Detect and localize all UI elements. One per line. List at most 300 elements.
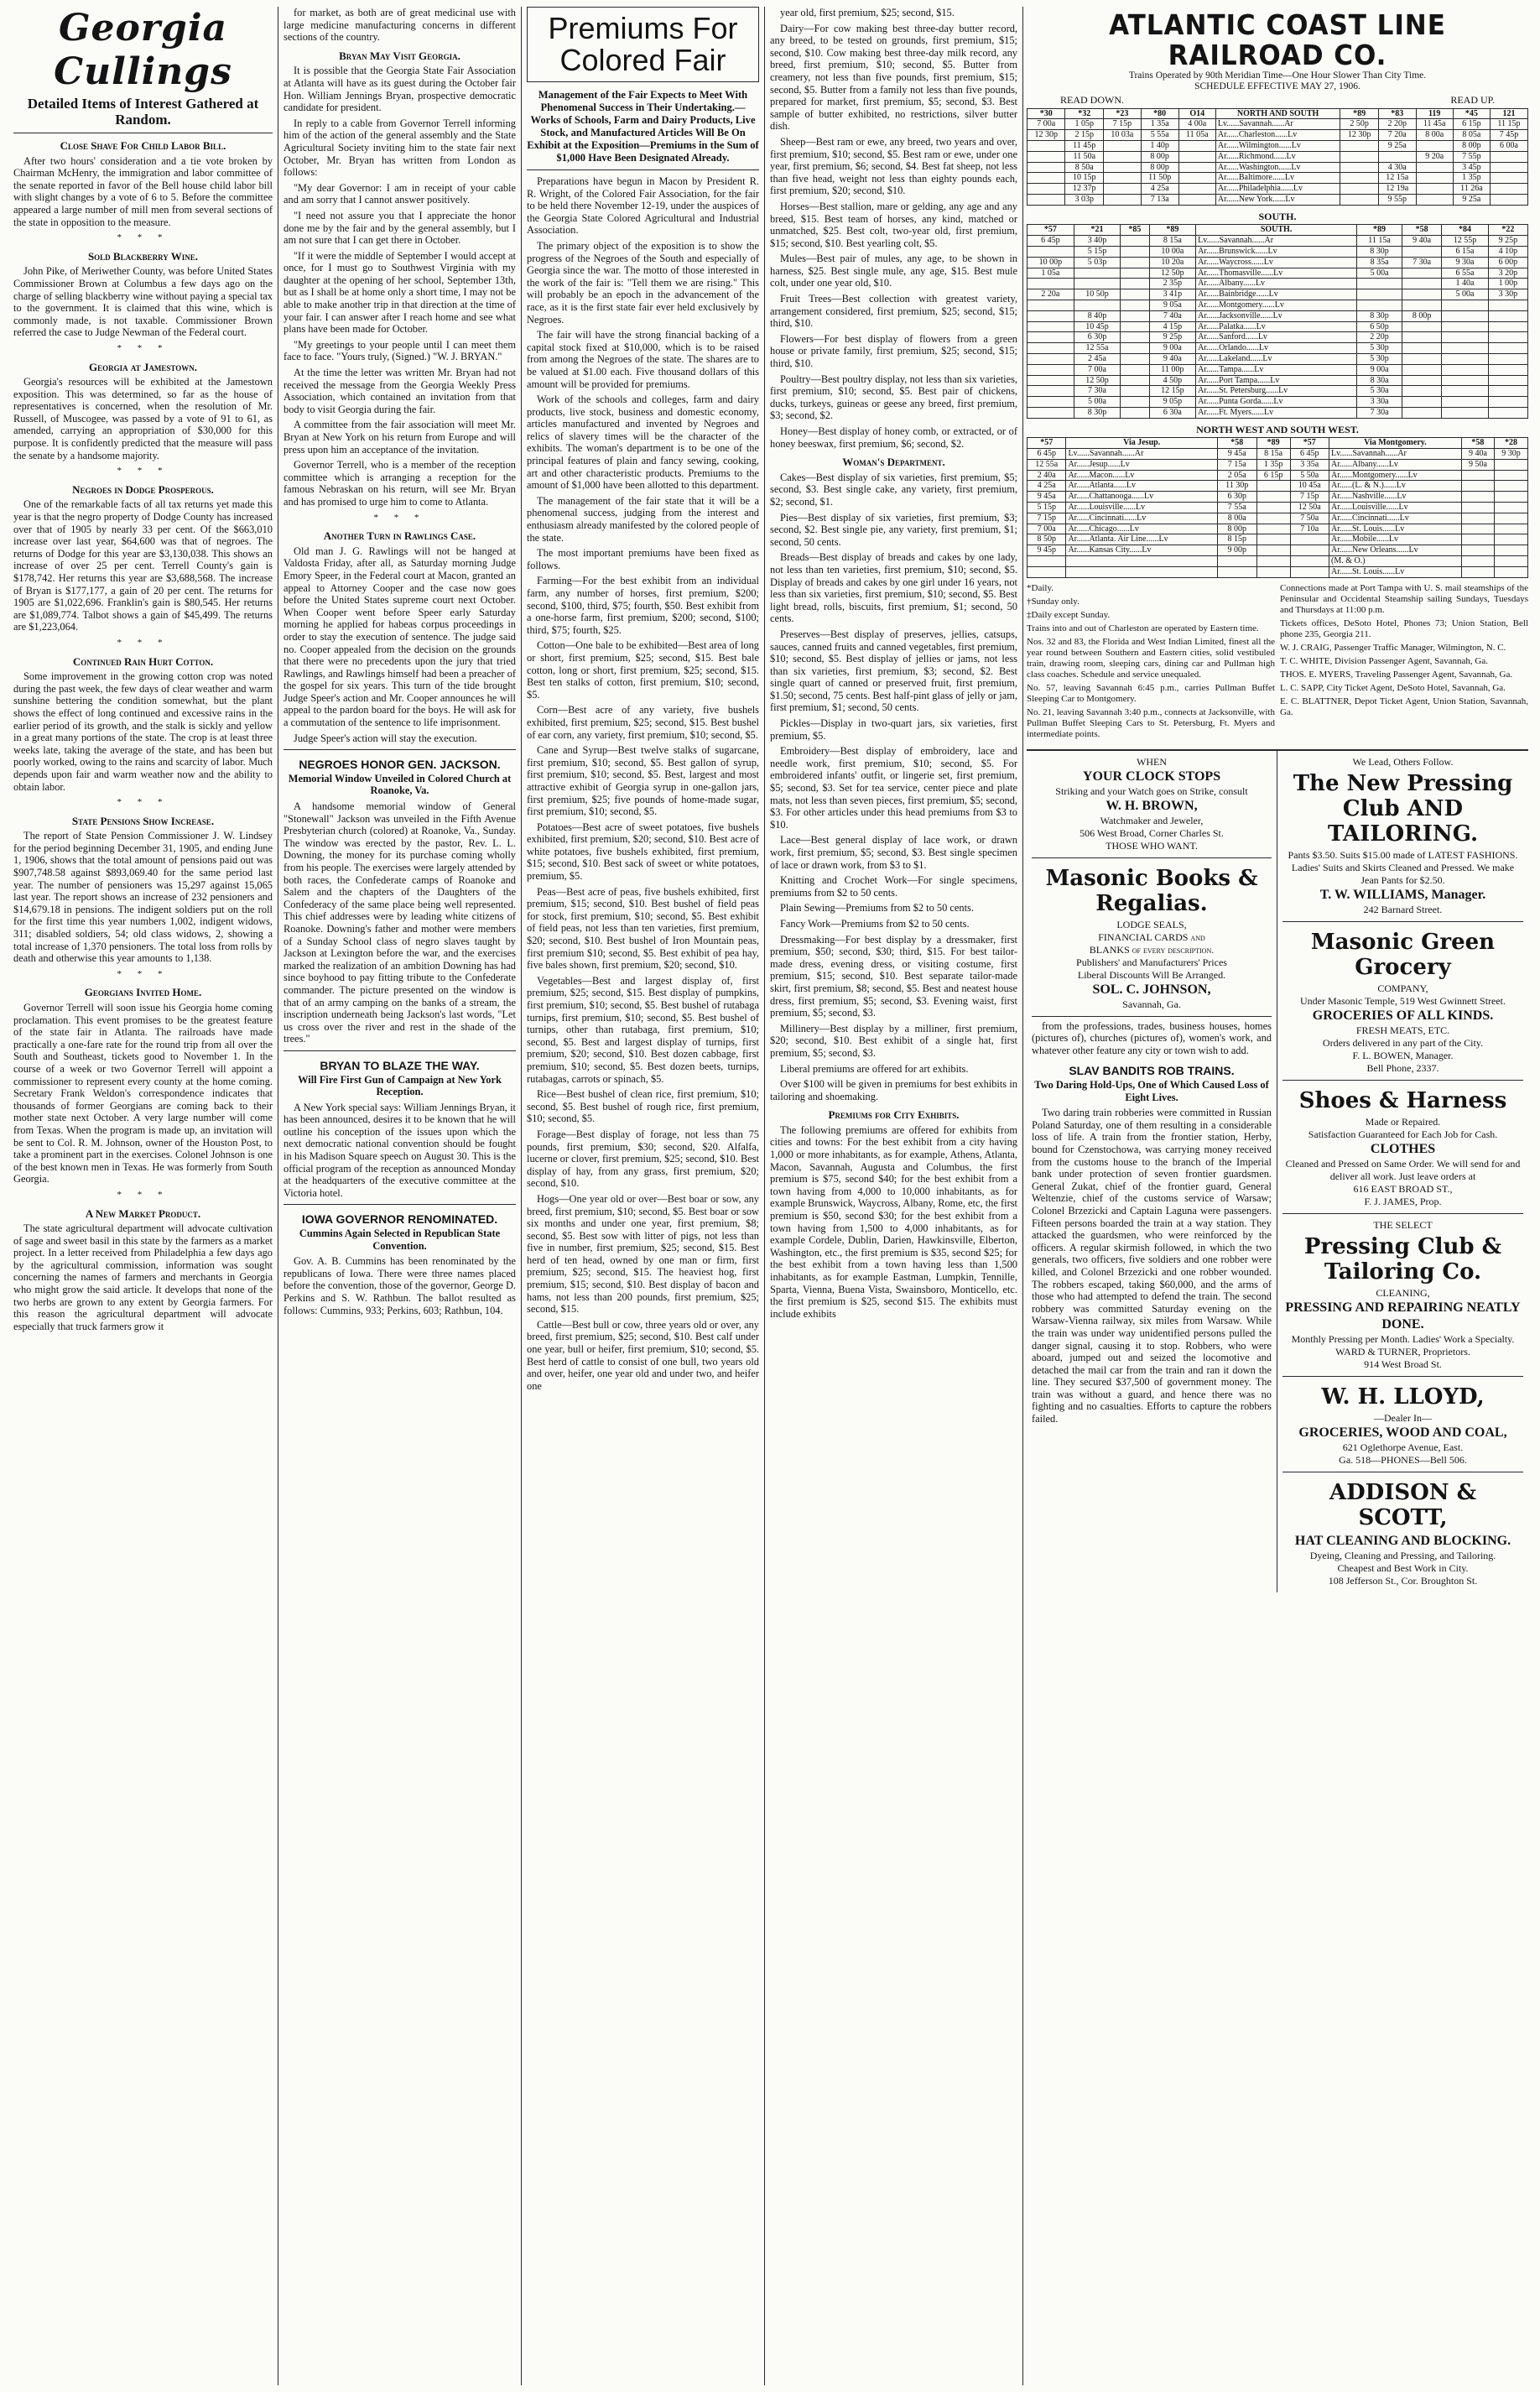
read-up-label: READ UP.	[1450, 94, 1495, 106]
timetable-cell: 2 35p	[1149, 279, 1196, 289]
paragraph: Flowers—For best display of flowers from a green house or private family, first premium, $25; second, $15; third, $10.	[770, 332, 1017, 370]
addison-title: ADDISON & SCOTT,	[1329, 1479, 1477, 1530]
timetable-cell	[1495, 513, 1528, 524]
masonic-blanks: BLANKS of every description.	[1089, 943, 1215, 956]
timetable-cell: Ar......Albany......Lv	[1196, 279, 1357, 289]
timetable-cell	[1488, 364, 1527, 375]
timetable-cell	[1402, 300, 1442, 310]
timetable-cell: 1 35p	[1453, 173, 1490, 184]
timetable-header-cell: *57	[1028, 225, 1074, 236]
timetable-northwest	[1027, 437, 1528, 577]
timetable-header-cell: *85	[1121, 225, 1149, 236]
timetable-header-cell: Via Jesup.	[1066, 438, 1217, 449]
timetable-row	[1028, 353, 1528, 364]
addison-dyeing: Dyeing, Cleaning and Pressing, and Tailoring.	[1309, 1549, 1496, 1561]
timetable-header-cell: *22	[1488, 225, 1527, 236]
timetable-cell: 6 00p	[1488, 257, 1527, 268]
timetable-south	[1027, 224, 1528, 418]
timetable-cell: 12 19a	[1378, 184, 1416, 195]
timetable-cell	[1357, 279, 1402, 289]
paragraph: A committee from the fair association will meet Mr. Bryan at New York on his return from Europe and will press upon him an acceptance of the invitation.	[284, 419, 516, 456]
timetable-cell: Ar......Lakeland......Lv	[1196, 353, 1357, 364]
timetable-cell: 6 55a	[1442, 268, 1489, 279]
timetable-cell: Ar......Philadelphia......Lv	[1215, 184, 1340, 195]
masonic-discounts: Liberal Discounts Will Be Arranged.	[1077, 968, 1226, 981]
timetable-cell: 5 00a	[1442, 289, 1489, 300]
paragraph: Plain Sewing—Premiums from $2 to 50 cents.	[780, 902, 974, 915]
timetable-cell	[1402, 289, 1442, 300]
timetable-cell	[1442, 343, 1489, 354]
timetable-cell: Ar......Atlanta......Lv	[1066, 481, 1217, 492]
clock-ad-name: W. H. BROWN,	[1106, 798, 1198, 813]
timetable-cell: 11 15a	[1357, 236, 1402, 247]
select-title: Pressing Club & Tailoring Co.	[1303, 1233, 1502, 1285]
timetable-cell: Lv......Savannah......Ar	[1196, 236, 1357, 247]
timetable-cell: 7 00a	[1028, 524, 1066, 534]
timetable-cell: 7 15p	[1028, 513, 1066, 524]
section-text: John Pike, of Meriwether County, was before United States Commissioner Brown at Columbus a few days ago on the charge of selling blackberry wine without paying a special tax to the government. It is claimed that this wine, which is commonly made, is not taxable. Commissioner Brown referred the case to Judge Newman of the Federal court.	[13, 265, 273, 339]
timetable-row	[1028, 481, 1528, 492]
timetable-cell: 7 30a	[1074, 386, 1121, 397]
advertisements	[1027, 749, 1528, 1592]
timetable-cell	[1340, 162, 1378, 173]
addison-ad	[1282, 1472, 1523, 1592]
shoes-line: Satisfaction Guaranteed for Each Job for Cash.	[1308, 1128, 1498, 1140]
timetable-cell: 3 45p	[1453, 162, 1490, 173]
clothes-line: Cleaned and Pressed on Same Order. We will send for and deliver all work. Just leave orders at	[1285, 1157, 1521, 1182]
timetable-cell	[1495, 459, 1528, 470]
paragraph: "If it were the middle of September I would accept at once, for I must go to Southwest Virginia with my daughter at the opening of her school, September 13th, but as I shall be at home only a short time, I may not be able to make another trip in that direction at the time of your fair. I can answer after I reach home and see what plans have been made for October.	[284, 249, 516, 336]
pressing-club-lead: We Lead, Others Follow.	[1352, 755, 1454, 768]
timetable-cell	[1121, 279, 1149, 289]
timetable-cell: 8 50a	[1065, 162, 1103, 173]
timetable-north-south	[1027, 108, 1528, 206]
timetable-cell: 8 30p	[1357, 310, 1402, 321]
timetable-header-cell: *45	[1453, 108, 1490, 119]
paragraph: The primary object of the exposition is to show the progress of the Negroes of the South and especially of Georgia since the war. The motto of those interested in the work of the fair is: "Tell them we are rising." This will probably be an epoch in the advancement of the race, as it is the first state fair ever held exclusively by Negroes.	[527, 239, 759, 326]
timetable-cell	[1028, 246, 1074, 257]
timetable-cell: Ar......Orlando......Lv	[1196, 343, 1357, 354]
timetable-cell	[1495, 545, 1528, 556]
city-exhibits-heading: Premiums for City Exhibits.	[828, 1108, 960, 1122]
iowa-text: Gov. A. B. Cummins has been renominated by the republicans of Iowa. There were three names placed before the convention, those of the governor, George D. Perkins and S. W. Rathbun. The ballot resulted as follows: Cummins, 933; Perkins, 603; Rathbun, 104.	[284, 1255, 516, 1316]
timetable-row	[1028, 386, 1528, 397]
timetable-cell	[1357, 289, 1402, 300]
timetable-cell: 7 15p	[1290, 492, 1329, 503]
timetable-cell: 6 30a	[1149, 407, 1196, 418]
timetable-cell: 6 45p	[1028, 449, 1066, 460]
timetable-cell	[1495, 556, 1528, 567]
timetable-cell: 10 50p	[1074, 289, 1121, 300]
timetable-header-cell: *58	[1217, 438, 1256, 449]
timetable-cell	[1402, 343, 1442, 354]
masonic-publishers: Publishers' and Manufacturers' Prices	[1076, 956, 1227, 968]
timetable-cell	[1028, 151, 1065, 162]
timetable-cell: 7 40a	[1149, 310, 1196, 321]
timetable-cell: Ar......St. Petersburg......Lv	[1196, 386, 1357, 397]
timetable-cell: 8 40p	[1074, 310, 1121, 321]
paragraph: Breads—Best display of breads and cakes by one lady, not less than ten varieties, first premium, $10; second, $5. Display of breads and cakes by one girl under 16 years, not less than six varieties, first premium, $10; second, $5. Best light bread, rolls, biscuits, first premium, $1; second, 50 cents.	[770, 551, 1017, 625]
timetable-cell: 2 05a	[1217, 470, 1256, 481]
timetable-row	[1028, 492, 1528, 503]
timetable-header-cell: *32	[1065, 108, 1103, 119]
timetable-cell: 10 00a	[1149, 246, 1196, 257]
timetable-cell	[1121, 246, 1149, 257]
grocery-address: Under Masonic Temple, 519 West Gwinnett Street.	[1299, 994, 1506, 1007]
timetable-row	[1028, 300, 1528, 310]
bandits-heading: SLAV BANDITS ROB TRAINS.	[1069, 1064, 1235, 1078]
paragraph: In reply to a cable from Governor Terrell informing him of the action of the general assembly and the State Agricultural Society inviting him to the state fair next October, Mr. Bryan has written from London as follows:	[284, 117, 516, 179]
timetable-cell: 12 50p	[1149, 268, 1196, 279]
timetable-cell	[1103, 162, 1141, 173]
timetable-cell: 3 30p	[1488, 289, 1527, 300]
shoes-sub: Made or Repaired.	[1365, 1115, 1441, 1128]
timetable-cell: 8 15p	[1217, 534, 1256, 545]
paragraph: †Sunday only.	[1027, 596, 1080, 607]
paragraph: Honey—Best display of honey comb, or extracted, or of honey beeswax, first premium, $6; second, $2.	[770, 425, 1017, 450]
paragraph: Nos. 32 and 83, the Florida and West Indian Limited, finest all the year round between Southern and Eastern cities, solid vestibuled train, drawing room, sleeping cars, dining car and Pullman high class coaches. Schedule and service unequaled.	[1027, 636, 1275, 680]
section-text: The state agricultural department will advocate cultivation of sage and sweet basil in this state by the farmers as a market project. In a letter received from Philadelphia a few days ago by the agricultural commission, information was sought concerning the names of farmers and merchants in Georgia who might grow the said article. It develops that none of the two herbs are grown to any extent by Georgia farmers. For this reason the agricultural department will advocate especially that truck farmers grow it	[13, 1222, 273, 1332]
timetable-cell: 9 25p	[1488, 236, 1527, 247]
timetable-cell: 9 40a	[1402, 236, 1442, 247]
paragraph: E. C. BLATTNER, Depot Ticket Agent, Union Station, Savannah, Ga.	[1280, 696, 1528, 717]
paragraph: Corn—Best acre of any variety, five bushels exhibited, first premium, $25; second, $15. Best bushel of ear corn, any variety, first premium, $10; second, $5.	[527, 704, 759, 741]
timetable-cell	[1461, 534, 1494, 545]
timetable-header-cell: 119	[1416, 108, 1453, 119]
timetable-cell	[1442, 332, 1489, 343]
timetable-cell: 8 50p	[1028, 534, 1066, 545]
timetable-cell: 1 05a	[1028, 268, 1074, 279]
paragraph: *Daily.	[1027, 582, 1054, 593]
section-heading: State Pensions Show Increase.	[71, 814, 215, 827]
addison-hat: HAT CLEANING AND BLOCKING.	[1294, 1533, 1511, 1548]
timetable-cell	[1488, 321, 1527, 332]
railroad-title: ATLANTIC COAST LINE RAILROAD CO.	[1109, 8, 1446, 71]
timetable-cell: 1 40p	[1141, 140, 1178, 151]
timetable-cell	[1217, 556, 1256, 567]
pressing-club-prices: Pants $3.50. Suits $15.00 made of LATEST FASHIONS.	[1288, 848, 1518, 861]
timetable-cell: 3 20p	[1488, 268, 1527, 279]
timetable-header-cell: *58	[1461, 438, 1494, 449]
clock-ad-role: Watchmaker and Jeweler,	[1100, 814, 1204, 826]
timetable-row	[1028, 130, 1528, 141]
timetable-cell: Ar......(L. & N.)......Lv	[1329, 481, 1462, 492]
masonic-johnson-city: Savannah, Ga.	[1122, 998, 1181, 1010]
georgia-cullings-masthead: Georgia Cullings	[54, 7, 232, 93]
select-proprietors: WARD & TURNER, Proprietors.	[1335, 1345, 1470, 1358]
timetable-cell: Ar......Chicago......Lv	[1066, 524, 1217, 534]
timetable-row	[1028, 173, 1528, 184]
paragraph: Cattle—Best bull or cow, three years old or over, any breed, first premium, $25; second, $10. Best calf under one year, bull or heifer, first premium, $10; second, $5. Best herd of cattle to consist of one bull, two years old and over, heifer, one year old and under two, and heifer one	[527, 1318, 759, 1392]
timetable-row	[1028, 289, 1528, 300]
timetable-cell	[1442, 353, 1489, 364]
timetable-header-cell: *57	[1290, 438, 1329, 449]
timetable-cell	[1028, 184, 1065, 195]
cullings-sections	[13, 140, 273, 1332]
timetable-cell: Ar......Louisville......Lv	[1066, 503, 1217, 513]
timetable-cell: 2 20a	[1028, 289, 1074, 300]
timetable-cell: 9 40a	[1461, 449, 1494, 460]
column-premiums	[522, 7, 765, 2385]
timetable-cell	[1121, 310, 1149, 321]
timetable-cell: 10 20a	[1149, 257, 1196, 268]
timetable-cell: Ar......Richmond......Lv	[1215, 151, 1340, 162]
timetable-cell	[1488, 397, 1527, 408]
timetable-cell: 9 45a	[1028, 492, 1066, 503]
paragraph: Potatoes—Best acre of sweet potatoes, five bushels exhibited, first premium, $20; second, $10. Best acre of white potatoes, five bushels exhibited, first premium, $15; second, $10. Best sack of sweet or white potatoes, premium, $5.	[527, 821, 759, 883]
timetable-cell: Ar......Cincinnati......Lv	[1066, 513, 1217, 524]
timetable-cell	[1488, 353, 1527, 364]
paragraph: Liberal premiums are offered for art exhibits.	[780, 1062, 969, 1075]
paragraph: Knitting and Crochet Work—For single specimens, premiums from $2 to 50 cents.	[770, 874, 1017, 899]
section-heading: Sold Blackberry Wine.	[87, 249, 199, 263]
timetable-cell	[1416, 173, 1453, 184]
section-divider: * * *	[117, 232, 169, 243]
timetable-cell: Ar......Macon......Lv	[1066, 470, 1217, 481]
iowa-heading: IOWA GOVERNOR RENOMINATED.	[301, 1212, 498, 1227]
timetable-cell	[1028, 162, 1065, 173]
timetable-cell: 9 05a	[1149, 300, 1196, 310]
timetable-cell: 3 41p	[1149, 289, 1196, 300]
addison-address: 108 Jefferson St., Cor. Broughton St.	[1328, 1574, 1478, 1587]
timetable-cell: Ar......Port Tampa......Lv	[1196, 375, 1357, 386]
timetable-cell: 4 10p	[1488, 246, 1527, 257]
georgia-cullings-kicker: Detailed Items of Interest Gathered at Random.	[27, 96, 259, 128]
timetable-cell	[1178, 162, 1215, 173]
timetable-cell: 8 00a	[1217, 513, 1256, 524]
timetable-cell	[1121, 386, 1149, 397]
paragraph: Peas—Best acre of peas, five bushels exhibited, first premium, $15; second, $10. Best bushel of field peas for stock, first premium, $10; second, $5. Best exhibit of field peas, not less than ten varieties, first premium, $20; second, $10. Best bushel of Iron Mountain peas, first premium $10; second, $5. Best exhibit of pea hay, five bales shown, first premium, $20; second, $10.	[527, 885, 759, 972]
timetable-northwest-heading: NORTH WEST AND SOUTH WEST.	[1196, 423, 1359, 435]
timetable-cell: 6 45p	[1290, 449, 1329, 460]
timetable-row	[1028, 246, 1528, 257]
timetable-cell: 5 55a	[1141, 130, 1178, 141]
paragraph: Rice—Best bushel of clean rice, first premium, $10; second, $5. Best bushel of rough rice, first premium, $10; second, $5.	[527, 1088, 759, 1125]
timetable-header-cell: *89	[1357, 225, 1402, 236]
premiums-deck: Management of the Fair Expects to Meet With Phenomenal Success in Their Undertaking.—Works of Schools, Farm and Dairy Products, Live Stock, and Manufactured Articles Will Be On Exhibit at the Exposition—Premiums in the Sum of $1,000 Have Been Designated Already.	[527, 89, 759, 164]
timetable-row	[1028, 184, 1528, 195]
timetable-cell: 1 35a	[1141, 119, 1178, 130]
timetable-cell: 6 00a	[1490, 140, 1527, 151]
timetable-cell	[1290, 556, 1329, 567]
woman-department-heading: Woman's Department.	[842, 456, 945, 469]
lloyd-address: 621 Oglethorpe Avenue, East.	[1342, 1441, 1464, 1453]
paragraph: The most important premiums have been fixed as follows.	[527, 547, 759, 571]
timetable-cell: 8 00p	[1141, 162, 1178, 173]
timetable-cell	[1178, 194, 1215, 205]
timetable-cell: 12 55a	[1074, 343, 1121, 354]
timetable-cell	[1442, 386, 1489, 397]
timetable-row	[1028, 332, 1528, 343]
timetable-cell	[1256, 545, 1290, 556]
timetable-cell	[1488, 332, 1527, 343]
timetable-cell	[1178, 140, 1215, 151]
clock-ad-title: YOUR CLOCK STOPS	[1082, 769, 1221, 784]
paragraph: Embroidery—Best display of embroidery, lace and needle work, first premium, $10; second, $5. For embroidered infants' outfit, or lingerie set, first premium, $5; second, $3. Set for tea service, center piece and plate mats, not less than seven pieces, first premium, $5; second, $3. For other articles under this head premiums from $3 to $10.	[770, 745, 1017, 831]
premiums-headline: Premiums For Colored Fair	[548, 11, 738, 77]
timetable-cell	[1290, 534, 1329, 545]
timetable-cell	[1461, 470, 1494, 481]
timetable-cell: 9 00p	[1217, 545, 1256, 556]
timetable-cell: Ar......Sanford......Lv	[1196, 332, 1357, 343]
pressing-club-ad	[1282, 751, 1523, 922]
timetable-cell	[1416, 140, 1453, 151]
timetable-cell	[1028, 566, 1066, 577]
timetable-cell	[1103, 173, 1141, 184]
timetable-cell: 4 50p	[1149, 375, 1196, 386]
section-heading: Georgia at Jamestown.	[88, 360, 198, 373]
clock-ad-tag: THOSE WHO WANT.	[1106, 839, 1198, 852]
timetable-cell: 6 30p	[1074, 332, 1121, 343]
timetable-cell: 12 50a	[1290, 503, 1329, 513]
timetable-cell	[1028, 300, 1074, 310]
timetable-cell	[1103, 184, 1141, 195]
paragraph: Sheep—Best ram or ewe, any breed, two years and over, first premium, $10; second, $5. Best ram or ewe, under one year, first premium, $6; second, $4. Best fat sheep, not less than five head, weight not less than eighty pounds each, first premium, $20; second, $10.	[770, 135, 1017, 197]
grocery-meats: FRESH MEATS, ETC.	[1355, 1024, 1450, 1036]
timetable-row	[1028, 397, 1528, 408]
timetable-cell: Ar......Baltimore......Lv	[1215, 173, 1340, 184]
timetable-cell: 4 25a	[1141, 184, 1178, 195]
paragraph: Horses—Best stallion, mare or gelding, any age and any breed, $15. Best team of horses, any kind, matched or unmatched, $25. Best colt, two-year old, first premium, $15; second, $10. Best yearling colt, $5.	[770, 200, 1017, 249]
paragraph: Tickets offices, DeSoto Hotel, Phones 73; Union Station, Bell phone 235, Georgia 211.	[1280, 618, 1528, 639]
rawlings-text	[284, 545, 516, 745]
premiums-text	[527, 175, 759, 1392]
paragraph: "My greetings to your people until I can meet them face to face. "Yours truly, (Signed.) "W. J. BRYAN."	[284, 338, 516, 363]
timetable-cell	[1442, 397, 1489, 408]
timetable-row	[1028, 459, 1528, 470]
timetable-cell: 6 50p	[1357, 321, 1402, 332]
timetable-cell: 9 20a	[1416, 151, 1453, 162]
timetable-cell: Ar......Charleston......Lv	[1215, 130, 1340, 141]
timetable-cell	[1402, 407, 1442, 418]
paragraph: Pies—Best display of six varieties, first premium, $3; second, $2. Best single pie, any variety, first premium, $1; second, 50 cents.	[770, 511, 1017, 548]
timetable-row	[1028, 364, 1528, 375]
section-heading: A New Market Product.	[85, 1206, 201, 1220]
timetable-cell: 11 15p	[1490, 119, 1527, 130]
timetable-cell: 1 35p	[1256, 459, 1290, 470]
timetable-cell: 9 30p	[1495, 449, 1528, 460]
timetable-cell	[1121, 289, 1149, 300]
timetable-cell	[1416, 162, 1453, 173]
timetable-row	[1028, 268, 1528, 279]
grocery-ad	[1282, 922, 1523, 1081]
paragraph: THOS. E. MYERS, Traveling Passenger Agent, Savannah, Ga.	[1280, 669, 1513, 680]
timetable-cell: 9 25a	[1378, 140, 1416, 151]
timetable-cell	[1340, 194, 1378, 205]
iowa-subheading: Cummins Again Selected in Republican State Convention.	[299, 1227, 501, 1252]
jackson-heading: NEGROES HONOR GEN. JACKSON.	[299, 758, 501, 772]
timetable-cell	[1340, 173, 1378, 184]
timetable-cell	[1402, 375, 1442, 386]
timetable-cell	[1217, 566, 1256, 577]
paragraph: Cane and Syrup—Best twelve stalks of sugarcane, first premium, $10; second, $5. Best gallon of syrup, first premium, $10; second, $5. Best, largest and most attractive exhibit of Georgia syrup in one-gallon jars, first premium, $25; five pounds of home-made sugar, first premium, $10; second, $5.	[527, 744, 759, 818]
timetable-cell	[1066, 556, 1217, 567]
paragraph: W. J. CRAIG, Passenger Traffic Manager, Wilmington, N. C.	[1280, 642, 1506, 653]
timetable-cell	[1256, 524, 1290, 534]
timetable-cell	[1340, 151, 1378, 162]
timetable-header-cell: *89	[1340, 108, 1378, 119]
herbs-continued: for market, as both are of great medicinal use with large medicine manufacturing concerns in different sections of the country.	[284, 7, 516, 44]
timetable-cell: 7 30a	[1402, 257, 1442, 268]
section-heading: Close Shave For Child Labor Bill.	[60, 139, 226, 152]
timetable-cell: 9 25p	[1149, 332, 1196, 343]
timetable-cell	[1495, 503, 1528, 513]
bryan-blaze-text: A New York special says: William Jennings Bryan, it has been announced, desires it to be known that he will outline his conception of the issues upon which the next democratic national convention should be fought in his Madison Square speech on August 30. This is the official program of the reception as announced Monday at the headquarters of the executive committee at the Victoria hotel.	[284, 1101, 516, 1199]
timetable-row	[1028, 449, 1528, 460]
paragraph: Forage—Best display of forage, not less than 75 pounds, first premium, $30; second, $20. Alfalfa, lucerne or clover, first premium, $25; second, $10. Best display of hay, from any grass, first premium, $20; second, $10.	[527, 1128, 759, 1190]
timetable-cell: 2 20p	[1357, 332, 1402, 343]
timetable-row	[1028, 513, 1528, 524]
jackson-text: A handsome memorial window of General "Stonewall" Jackson was unveiled in the Fifth Avenue Presbyterian church (colored) at Roanoke, Va., Sunday. The window was erected by the pastor, Rev. L. L. Downing, the money for its purchase coming wholly from his people. The exercises were largely attended by both races, the Confederate camps of Roanoke and Salem and the chapters of the Daughters of the Confederacy of the same place being well represented. This chief addresses were by leading white citizens of Roanoke. Downing's father and mother were members of a Sunday School class of negro slaves taught by Jackson at Lexington before the war, and the exercises marked the realization of an ambition Downing has had since boyhood to pay fitting tribute to the Confederate commander. The picture presented on the window is that of an army camping on the banks of a stream, the inscription underneath being Jackson's last words, "Let us cross over the river and rest in the shade of the trees."	[284, 800, 516, 1045]
timetable-cell	[1290, 566, 1329, 577]
paragraph: Preparations have begun in Macon by President R. R. Wright, of the Colored Fair Association, for the fair to be held there November 12-19, under the auspices of the Georgia State Colored Agricultural and Industrial Association.	[527, 175, 759, 237]
section-text: The report of State Pension Commissioner J. W. Lindsey for the period beginning December 31, 1905, and ending June 1, 1906, shows that the total amount of pensions paid out was $907,748.58 against $893,069.40 for the same period last year. The number of pensioners was 15,297 against 15,065 last year. The report shows an increase of 232 pensioners and $14,679.18 in pensions. The indigent soldiers put on the roll for the first time this year numbers 1,002, indigent widows, 311; disabled soldiers, 54; old class widows, 2, showing a total increase of 1,370 pensioners. The total loss from rolls by death and otherwise this year amounts to 1,138.	[13, 830, 273, 965]
timetable-cell	[1442, 407, 1489, 418]
timetable-cell	[1256, 534, 1290, 545]
timetable-cell: 12 55p	[1442, 236, 1489, 247]
timetable-cell	[1461, 545, 1494, 556]
timetable-cell: 12 15p	[1149, 386, 1196, 397]
timetable-cell	[1103, 151, 1141, 162]
paragraph: T. C. WHITE, Division Passenger Agent, Savannah, Ga.	[1280, 655, 1488, 666]
timetable-cell	[1121, 332, 1149, 343]
section-divider: * * *	[117, 637, 169, 648]
timetable-cell: Ar......Tampa......Lv	[1196, 364, 1357, 375]
timetable-cell	[1028, 140, 1065, 151]
timetable-cell: 8 00p	[1402, 310, 1442, 321]
timetable-row	[1028, 236, 1528, 247]
timetable-cell: 12 50p	[1074, 375, 1121, 386]
timetable-cell: Ar......Jesup......Lv	[1066, 459, 1217, 470]
timetable-cell	[1402, 246, 1442, 257]
paragraph: Poultry—Best poultry display, not less than six varieties, first premium, $10; second, $5. Best pair of chickens, ducks, turkeys, guineas or geese any breed, first premium, $3; second, $2.	[770, 373, 1017, 422]
paragraph: Cotton—One bale to be exhibited—Best area of long or short, first premium, $25; second, $15. Best bale cotton, long or short, first premium, $25; second, $15. Best ten stalks of cotton, first premium, $10; second, $5.	[527, 639, 759, 701]
timetable-cell	[1495, 492, 1528, 503]
timetable-cell	[1402, 332, 1442, 343]
timetable-cell: 8 00p	[1217, 524, 1256, 534]
timetable-cell: Ar......New Orleans......Lv	[1329, 545, 1462, 556]
select-label: THE SELECT	[1373, 1218, 1433, 1231]
timetable-cell	[1490, 194, 1527, 205]
timetable-cell	[1402, 397, 1442, 408]
city-exhibits-text: The following premiums are offered for exhibits from cities and towns: For the best exhibit from a city having 1,000 or more inhabitants, as for example, Athens, Atlanta, Macon, Savannah, Augusta and Columbus, the first premium is $75, second $40; for the best exhibit from a town having from 4,000 to 10,000 inhabitants, as for example Brunswick, Waycross, Albany, Rome, etc, the first premium is $50, second $30; for the best exhibit from a town having from 1,500 to 4,000 inhabitants, as for example Cordele, Dublin, Darien, Hawkinsville, Elberton, Washington, etc., the first premium is $35, second $25; for the best exhibit from a town having less than 1,500 inhabitants, as for example Eastman, Lumpkin, Tennille, Sparta, Vienna, Buena Vista, Swainsboro, Monticello, etc. the first premium is $25, second $15. The exhibits must include exhibits	[770, 1123, 1017, 1320]
railroad-time-note: Trains Operated by 90th Meridian Time—One Hour Slower Than City Time.	[1128, 70, 1427, 81]
timetable-cell: 9 05p	[1149, 397, 1196, 408]
paragraph: Vegetables—Best and largest display of, first premium, $25; second, $15. Best display of pumpkins, first premium, $10; second, $5. Best bushel of rutabaga turnips, first premium, $10; second, $5. Best bushel of turnips, other than rutabaga, first premium, $10; second, $5. Best and largest display of turnips, first premium, $20; second, $10. Best dozen cabbage, first premium, $10; second, $5. Best dozen beets, turnips, rutabagas, carrots or spinach, $5.	[527, 974, 759, 1085]
timetable-cell: Ar......Bainbridge......Lv	[1196, 289, 1357, 300]
paragraph: At the time the letter was written Mr. Bryan had not received the message from the Georgia Weekly Press Association, which contained an invitation from that body to visit Georgia during the fair.	[284, 367, 516, 415]
paragraph: "I need not assure you that I appreciate the honor done me by the fair and by the general assembly, but I am not sure that I can get there in October.	[284, 209, 516, 247]
timetable-cell: 8 35a	[1357, 257, 1402, 268]
bryan-visit-text	[284, 65, 516, 508]
column-two: for market, as both are of great medicinal use with large medicine manufacturing concerns in different sections of the country. Bryan May Visit Georgia. It is possible that the Georgia State Fair Association at Atlanta will have as its guest during the October fair Hon. William Jennings Bryan, prospective democratic candidate for president. In reply to a cable from Governor Terrell informing him of the action of the general assembly and the State Agricultural Society inviting him to the state fair next October, Mr. Bryan has written from London as follows: "My dear Governor: I am in receipt of your cable and am sorry that I cannot answer positively. "I need not assure you that I appreciate the honor done me by the fair and by the general assembly, but I am not sure that I can get there in October. "If it were the middle of September I would accept at once, for I must go to Southwest Virginia with my daughter at the opening of her school, September 13th, but as I shall be at home only a short time, I may not be able to make another trip in that direction at the time of your fair. I can answer after I reach home and see what plans have been made for October. "My greetings to your people until I can meet them face to face. "Yours truly, (Signed.) "W. J. BRYAN." At the time the letter was written Mr. Bryan had not received the message from the Georgia Weekly Press Association, which contained an invitation from that body to visit Georgia during the fair. A committee from the fair association will meet Mr. Bryan at New York on his return from Europe and will press upon him an acceptance of the invitation. Governor Terrell, who is a member of the reception committee which is arranging a reception for the famous Nebraskan on his return, will see Mr. Bryan and has promised to urge him to come to Atlanta. * * * Another Turn in Rawlings Case. Old man J. G. Rawlings will not be hanged at Valdosta Friday, after all, as Saturday morning Judge Emory Speer, in the Federal court at Macon, granted an appeal to Attorney Cooper and the case now goes before the United States supreme court next October. When Cooper went before Speer early Saturday morning he applied for habeas corpus proceedings in order to stay the execution of sentence. The judge said no. Cooper appealed from the decision on the grounds that there were no precedents upon the jury that tried Rawlings, and Rawlings himself had been a preacher of the gospel for six years. This turn of the tide brought Judge Speer's action and Mr. Cooper announces he will appeal to the pardon board for the boys. He will ask for a commutation of the sentence to life imprisonment. Judge Speer's action will stay the execution. NEGROES HONOR GEN. JACKSON. Memorial Window Unveiled in Colored Church at Roanoke, Va. A handsome memorial window of General "Stonewall" Jackson was unveiled in the Fifth Avenue Presbyterian church (colored) at Roanoke, Va., Sunday. The window was erected by the pastor, Rev. L. L. Downing, the money for its purchase coming wholly from his people. The exercises were largely attended by both races, the Confederate camps of Roanoke and Salem and the chapters of the Daughters of the Confederacy of the same place being well represented. This chief addresses were by leading white citizens of Roanoke. Downing's father and mother were members of a Sunday School class of negro slaves taught by Jackson at Lexington before the war, and the exercises marked the realization of an ambition Downing has had since boyhood to pay fitting tribute to the Confederate commander. The picture presented on the window is that of an army camping on the banks of a stream, the inscription underneath being Jackson's last words, "Let us cross over the river and rest in the shade of the trees." BRYAN TO BLAZE THE WAY. Will Fire First Gun of Campaign at New York Reception. A New York special says: William Jennings Bryan, it has been announced, desires it to be known that he will outline his conception of the issues upon which the next democratic national convention should be fought in his Madison Square speech on August 30. This is the official program of the reception as announced Monday at the headquarters of the executive committee at the Victoria hotel. IOWA GOVERNOR RENOMINATED. Cummins Again Selected in Republican State Convention. Gov. A. B. Cummins has been renominated by the republicans of Iowa. There were three names placed before the convention, those of the governor, George D. Perkins and S. W. Rathbun. The ballot resulted as follows: Cummins, 933; Perkins, 603; Rathbun, 104.	[278, 7, 522, 2385]
timetable-south-heading: SOUTH.	[1258, 210, 1297, 222]
masonic-books-title: Masonic Books & Regalias.	[1045, 865, 1258, 916]
timetable-cell: 1 05p	[1065, 119, 1103, 130]
timetable-cell: 4 25a	[1028, 481, 1066, 492]
timetable-cell: 6 30p	[1217, 492, 1256, 503]
rawlings-heading: Another Turn in Rawlings Case.	[323, 529, 476, 543]
section-divider: * * *	[117, 968, 169, 979]
timetable-cell	[1488, 386, 1527, 397]
timetable-cell: 6 15p	[1453, 119, 1490, 130]
paragraph: Connections made at Port Tampa with U. S. mail steamships of the Peninsular and Occidental Steamship sailing Sundays, Tuesdays and Thursdays at 11:00 p.m.	[1280, 582, 1528, 615]
timetable-cell: 5 15p	[1074, 246, 1121, 257]
timetable-cell: 3 40p	[1074, 236, 1121, 247]
timetable-cell: Ar......St. Louis......Lv	[1329, 566, 1462, 577]
paragraph: Fancy Work—Premiums from $2 to 50 cents.	[780, 917, 970, 930]
section-divider: * * *	[117, 1189, 169, 1200]
